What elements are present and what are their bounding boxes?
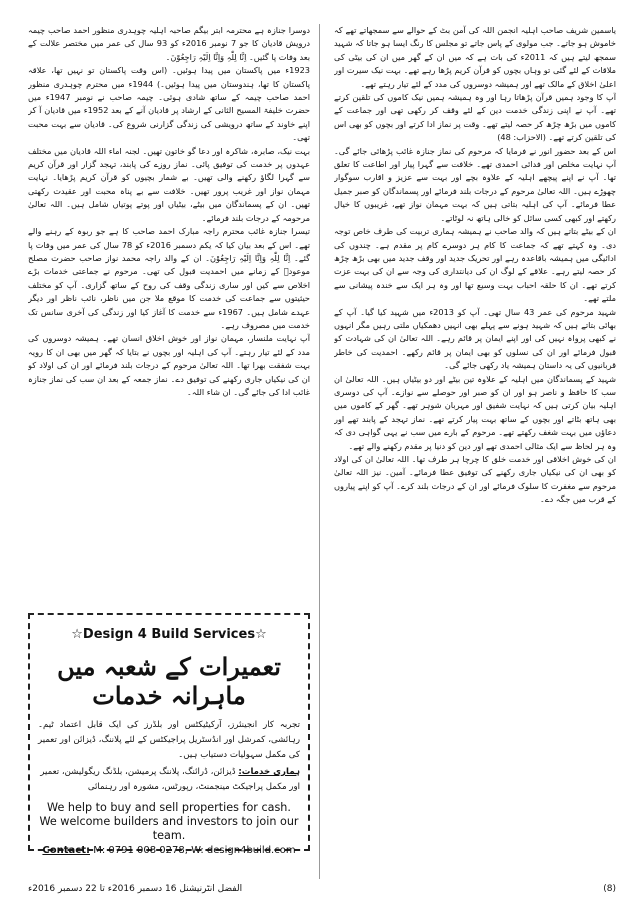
ad-body-text: تجربہ کار انجینئرز، آرکیٹیکٹس اور بلڈرز کی ایک قابل اعتماد ٹیم۔ رہائشی، کمرشل اور انڈسٹریل پراجیکٹس کے لئے پلاننگ، ڈیزائن اور تعمیر کی مکمل سہولیات دستیاب ہیں۔ bbox=[38, 720, 300, 760]
ad-contact bbox=[38, 845, 300, 856]
star-icon: ☆ bbox=[71, 627, 83, 642]
article-paragraph: دوسرا جنازہ ہے محترمہ ابتر بیگم صاحبہ اہلیہ چوہدری منظور احمد صاحب چیمہ درویش قادیان کا جو 7 نومبر 2016ء کو 93 سال کی عمر میں مختصر علالت کے بعد وفات پا گئیں۔ اِنَّا لِلّٰہِ وَاِنَّا اِلَیْہِ رَاجِعُوْنَ۔ bbox=[28, 25, 310, 62]
page-footer bbox=[28, 882, 616, 896]
article-column-right bbox=[334, 24, 616, 879]
article-paragraph: شہید مرحوم کی عمر 43 سال تھی۔ آپ کو 2013ء میں شہید کیا گیا۔ آپ کے بھائی بتاتے ہیں کہ شہید ہونے سے پہلے بھی انہیں دھمکیاں ملتی رہیں مگر انہوں نے کبھی پرواہ نہیں کی اور اپنے ایمان پر قائم رہے۔ اللہ تعالیٰ ان کی شہادت کو قبول فرمائے اور ان کی نسلوں کو بھی ایمان پر قائم رکھے۔ احمدیت کی خاطر قربانیوں کی یہ داستان ہمیشہ یاد رکھی جائے گی۔ bbox=[334, 306, 616, 371]
ad-title-text: Design 4 Build Services bbox=[82, 627, 256, 642]
ad-services bbox=[38, 765, 300, 795]
article-paragraph: ان کے بیٹے بتاتے ہیں کہ والد صاحب نے ہمیشہ ہماری تربیت کی طرف خاص توجہ دی۔ وہ کہتے تھے کہ جماعت کا کام ہر دوسرے کام پر مقدم ہے۔ چندوں کی ادائیگی میں ہمیشہ باقاعدہ رہے اور تحریک جدید اور وقف جدید میں بھی بڑھ چڑھ کر حصہ لیتے رہے۔ علاقے کے لوگ ان کی دیانتداری کی وجہ سے ان کی بہت عزت کرتے تھے۔ ان کا حلقہ احباب بہت وسیع تھا اور وہ ہر ایک سے خندہ پیشانی سے ملتے تھے۔ bbox=[334, 226, 616, 304]
article-paragraph: آپ کا وجود ہمیں قرآن پڑھاتا رہا اور وہ ہمیشہ ہمیں نیک کاموں کی تلقین کرتے تھے۔ آپ نے اپنی زندگی خدمت دین کے لئے وقف کر رکھی تھی اور جماعت کے کاموں میں بڑھ چڑھ کر حصہ لیتے تھے۔ وقت پر نماز ادا کرتے اور بچوں کو بھی اس کی تلقین کرتے تھے۔ (الاحزاب: 48) bbox=[334, 92, 616, 143]
ad-headline: تعمیرات کے شعبہ میں ماہرانہ خدمات bbox=[57, 652, 281, 710]
ad-contact-label: Contact: bbox=[42, 845, 90, 856]
article-paragraph: آپ نہایت ملنسار، مہمان نواز اور خوش اخلاق انسان تھے۔ ہمیشہ دوسروں کی مدد کے لئے تیار رہتے۔ آپ کی اہلیہ اور بچوں نے بتایا کہ گھر میں بھی ان کا رویہ بہت شفقت بھرا تھا۔ اللہ تعالیٰ مرحوم کے درجات بلند فرمائے اور ان کی اولاد کو ان کی نیکیاں جاری رکھنے کی توفیق دے۔ نماز جمعہ کے بعد ان سب کی نماز جنازہ غائب ادا کی جائے گی۔ ان شاء اللہ۔ bbox=[28, 333, 310, 397]
article-paragraph: اس کے بعد حضور انور نے فرمایا کہ مرحوم کی نماز جنازہ غائب پڑھائی جائے گی۔ آپ نہایت مخلص اور فدائی احمدی تھے۔ خلافت سے گہرا پیار اور اطاعت کا تعلق تھا۔ آپ نے اپنے پیچھے اہلیہ کے علاوہ بچے اور بہت سے عزیز و اقارب سوگوار چھوڑے ہیں۔ اللہ تعالیٰ مرحوم کے درجات بلند فرمائے اور پسماندگان کو صبر جمیل عطا فرمائے۔ آپ کی اہلیہ بتاتی ہیں کہ بہت مہمان نواز تھے، غریبوں کا خیال رکھتے اور کبھی کسی سائل کو خالی ہاتھ نہ لوٹاتے۔ bbox=[334, 145, 616, 223]
article-paragraph: تیسرا جنازہ غائب محترم راجہ مبارک احمد صاحب کا ہے جو ربوہ کے رہنے والے تھے۔ اس کے بعد بیان کیا کہ یکم دسمبر 2016ء کو 78 سال کی عمر میں وفات پا گئے۔ اِنَّا لِلّٰہِ وَاِنَّا اِلَیْہِ رَاجِعُوْنَ۔ ان کے والد راجہ محمد نواز صاحب حضرت مصلح موعودؓ کے زمانے میں احمدیت قبول کی تھی۔ مرحوم نے جماعتی خدمات بڑے اخلاص سے کیں اور ساری زندگی وقف کی روح کے ساتھ گزاری۔ آپ کو مختلف حیثیتوں سے جماعت کی خدمت کا موقع ملا جن میں ناظر، نائب ناظر اور دیگر عہدے شامل ہیں۔ 1967ء سے خدمت کا آغاز کیا اور زندگی کی آخری سانس تک خدمت میں مصروف رہے۔ bbox=[28, 226, 310, 330]
article-paragraph: ان کی خوش اخلاقی اور خدمت خلق کا چرچا ہر طرف تھا۔ اللہ تعالیٰ ان کی اولاد کو بھی ان کی نیکیاں جاری رکھنے کی توفیق عطا فرمائے۔ آمین۔ نیز اللہ تعالیٰ مرحوم سے مغفرت کا سلوک فرمائے اور ان کے درجات بلند کرے۔ آپ کو اپنے پیاروں کے قرب میں جگہ دے۔ bbox=[334, 454, 616, 505]
ad-services-label: ہماری خدمات: bbox=[238, 767, 300, 777]
advertisement-box bbox=[28, 613, 310, 856]
issue-date: الفضل انٹرنیشنل 16 دسمبر 2016ء تا 22 دسمبر 2016ء bbox=[28, 884, 243, 894]
ad-english-text: We help to buy and sell properties for cash. We welcome builders and investors to join our team. bbox=[39, 801, 299, 842]
article-paragraph: بہت نیک، صابرہ، شاکرہ اور دعا گو خاتون تھیں۔ لجنہ اماء اللہ قادیان میں مختلف عہدوں پر خدمت کی توفیق پائی۔ نماز روزے کی پابند، تہجد گزار اور قرآن کریم سے گہرا لگاؤ رکھنے والی تھیں۔ بے شمار بچیوں کو قرآن کریم پڑھایا۔ نہایت مہمان نواز اور غریب پرور تھیں۔ خلافت سے بے پناہ محبت اور عقیدت رکھتی تھیں۔ ان کے پسماندگان میں بیٹے، بیٹیاں اور پوتے پوتیاں شامل ہیں۔ اللہ تعالیٰ مرحومہ کے درجات بلند فرمائے۔ bbox=[28, 145, 310, 223]
article-column-left bbox=[28, 24, 310, 604]
star-icon: ☆ bbox=[255, 627, 267, 642]
ad-services-list: ڈیزائن، ڈرائنگ، پلاننگ پرمیشن، بلڈنگ ریگولیشن، تعمیر اور مکمل پراجیکٹ مینجمنٹ، رپورٹس، مشورہ اور رہنمائی bbox=[40, 767, 300, 792]
ad-title bbox=[38, 627, 300, 642]
ad-contact-details: M: 0791 008 0278, W: design4build.com bbox=[93, 845, 296, 856]
column-divider bbox=[319, 24, 320, 879]
article-paragraph: یاسمین شریف صاحب اہلیہ انجمن اللہ کی آمن بٹ کے حوالے سے سمجھاتے تھے کہ خاموش ہو جاتے۔ جب مولوی کے پاس جاتے تو مجلس کا رنگ ایسا ہو جاتا کہ شہید سمجھ لیتے ہیں کہ 2011ء کی بات ہے کہ میں ان کے گھر میں ان کی بیٹی کی ملاقات کے لئے گئی تو وہاں بچوں کو قرآن کریم پڑھا رہے تھے۔ بہت نیک سیرت اور اعلیٰ اخلاق کے مالک تھے اور ہمیشہ دوسروں کی مدد کے لئے تیار رہتے تھے۔ bbox=[334, 25, 616, 89]
article-paragraph: 1923ء میں پاکستان میں پیدا ہوئیں۔ (اس وقت پاکستان تو نہیں تھا، علاقہ پاکستان کا تھا، ہندوستان میں پیدا ہوئیں۔) 1944ء میں محترم چوہدری منظور احمد صاحب چیمہ کے ساتھ شادی ہوئی۔ چیمہ صاحب نے نومبر 1947ء میں حضرت خلیفۃ المسیح الثانی کے ارشاد پر قادیان آنے کے بعد 1952ء میں قادیان آ کر اپنے خاوند کے ساتھ درویشی کی زندگی گزارنی شروع کی۔ قادیان سے بہت محبت تھی۔ bbox=[28, 65, 310, 143]
page-number: (8) bbox=[603, 884, 616, 894]
article-paragraph: شہید کے پسماندگان میں اہلیہ کے علاوہ تین بیٹے اور دو بیٹیاں ہیں۔ اللہ تعالیٰ ان سب کا حافظ و ناصر ہو اور ان کو صبر اور حوصلے سے نوازے۔ آپ کی دوسری اہلیہ بیان کرتی ہیں کہ نہایت شفیق اور مہربان شوہر تھے۔ گھر کے کاموں میں بھی ہاتھ بٹاتے اور بچوں کے ساتھ بہت پیار کرتے تھے۔ نماز تہجد کے پابند تھے اور دعاؤں میں بہت شغف رکھتے تھے۔ مرحوم کے بارے میں سب نے یہی گواہی دی کہ وہ ہر لحاظ سے ایک مثالی احمدی تھے اور دین کو دنیا پر مقدم رکھنے والے تھے۔ bbox=[334, 373, 616, 451]
